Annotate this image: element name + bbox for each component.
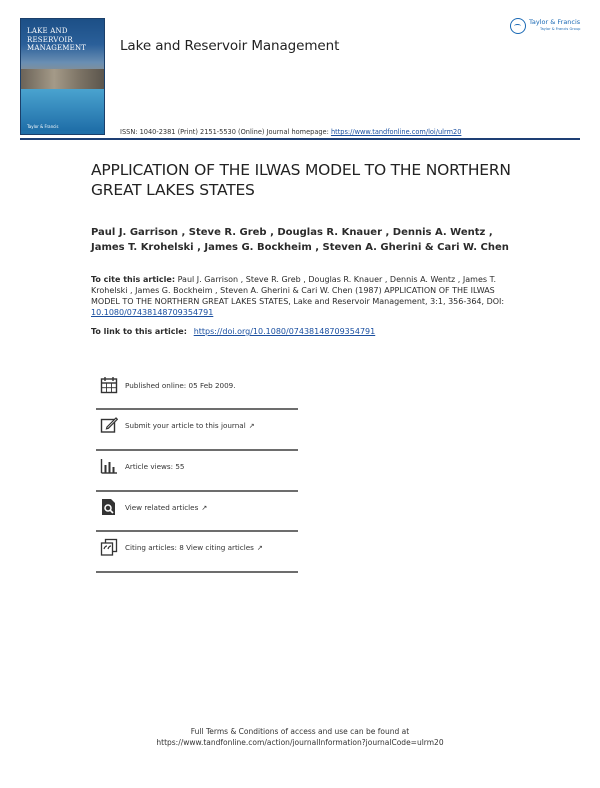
divider — [96, 490, 298, 492]
related-articles-link[interactable] — [125, 503, 207, 512]
footer-terms-text: Full Terms & Conditions of access and use can be found at — [190, 727, 410, 736]
publisher-logo[interactable] — [510, 16, 585, 38]
citing-articles-label: Citing articles: 8 View citing articles — [125, 543, 254, 552]
divider — [96, 530, 298, 532]
edit-icon — [100, 416, 118, 434]
publisher-logo-subtext: Taylor & Francis Group — [540, 27, 581, 31]
related-row[interactable] — [96, 498, 298, 538]
issn-text: ISSN: 1040-2381 (Print) 2151-5530 (Online) Journal homepage: — [120, 128, 331, 136]
publisher-logo-text: Taylor & Francis — [529, 18, 581, 26]
published-date: Published online: 05 Feb 2009. — [125, 381, 236, 390]
divider — [96, 449, 298, 451]
divider — [96, 408, 298, 410]
external-link-icon: ↗ — [256, 544, 263, 552]
cover-title: LAKE AND RESERVOIR MANAGEMENT — [27, 27, 87, 52]
submit-article-label: Submit your article to this journal — [125, 421, 246, 430]
footer-terms-link[interactable]: https://www.tandfonline.com/action/journalInformation?journalCode=ulrm20 — [156, 738, 444, 747]
document-search-icon — [100, 498, 118, 516]
article-views: Article views: 55 — [125, 462, 185, 471]
citing-articles-icon — [100, 538, 118, 556]
citation-text: Paul J. Garrison , Steve R. Greb , Douglas R. Knauer , Dennis A. Wentz , James T. Krohelski , James G. Bockheim , Steven A. Gherini & Cari W. Chen (1987) APPLICATION OF THE ILWAS MODEL TO THE NORTHERN GREAT LAKES STATES, Lake and Reservoir Management, 3:1, 356-364, DOI: — [91, 275, 505, 306]
footer — [0, 726, 600, 748]
external-link-icon: ↗ — [201, 504, 208, 512]
submit-article-link[interactable] — [125, 421, 255, 430]
calendar-icon — [100, 376, 118, 394]
publisher-logo-icon — [510, 18, 526, 34]
related-articles-label: View related articles — [125, 503, 199, 512]
journal-name: Lake and Reservoir Management — [120, 38, 340, 54]
divider — [96, 571, 298, 573]
cover-publisher-logo: Taylor & Francis — [27, 124, 59, 129]
journal-homepage-link[interactable]: https://www.tandfonline.com/loi/ulrm20 — [330, 128, 462, 136]
citation-block — [91, 274, 516, 318]
doi-link[interactable]: 10.1080/07438148709354791 — [91, 308, 214, 317]
article-authors: Paul J. Garrison , Steve R. Greb , Douglas R. Knauer , Dennis A. Wentz , James T. Krohelski , James G. Bockheim , Steven A. Gherini & Cari W. Chen — [91, 227, 509, 253]
bar-chart-icon — [100, 457, 118, 475]
link-line — [91, 327, 375, 336]
header-divider — [20, 138, 580, 140]
published-row — [96, 376, 298, 416]
article-title: APPLICATION OF THE ILWAS MODEL TO THE NORTHERN GREAT LAKES STATES — [91, 161, 511, 199]
external-link-icon: ↗ — [248, 422, 255, 430]
citation-label: To cite this article: — [91, 275, 176, 284]
cover-cliff — [21, 69, 104, 91]
article-url-link[interactable]: https://doi.org/10.1080/07438148709354791 — [193, 327, 376, 336]
link-label: To link to this article: — [91, 327, 190, 336]
citing-articles-link[interactable] — [125, 543, 263, 552]
issn-line — [120, 128, 461, 136]
journal-cover-image — [20, 18, 105, 135]
